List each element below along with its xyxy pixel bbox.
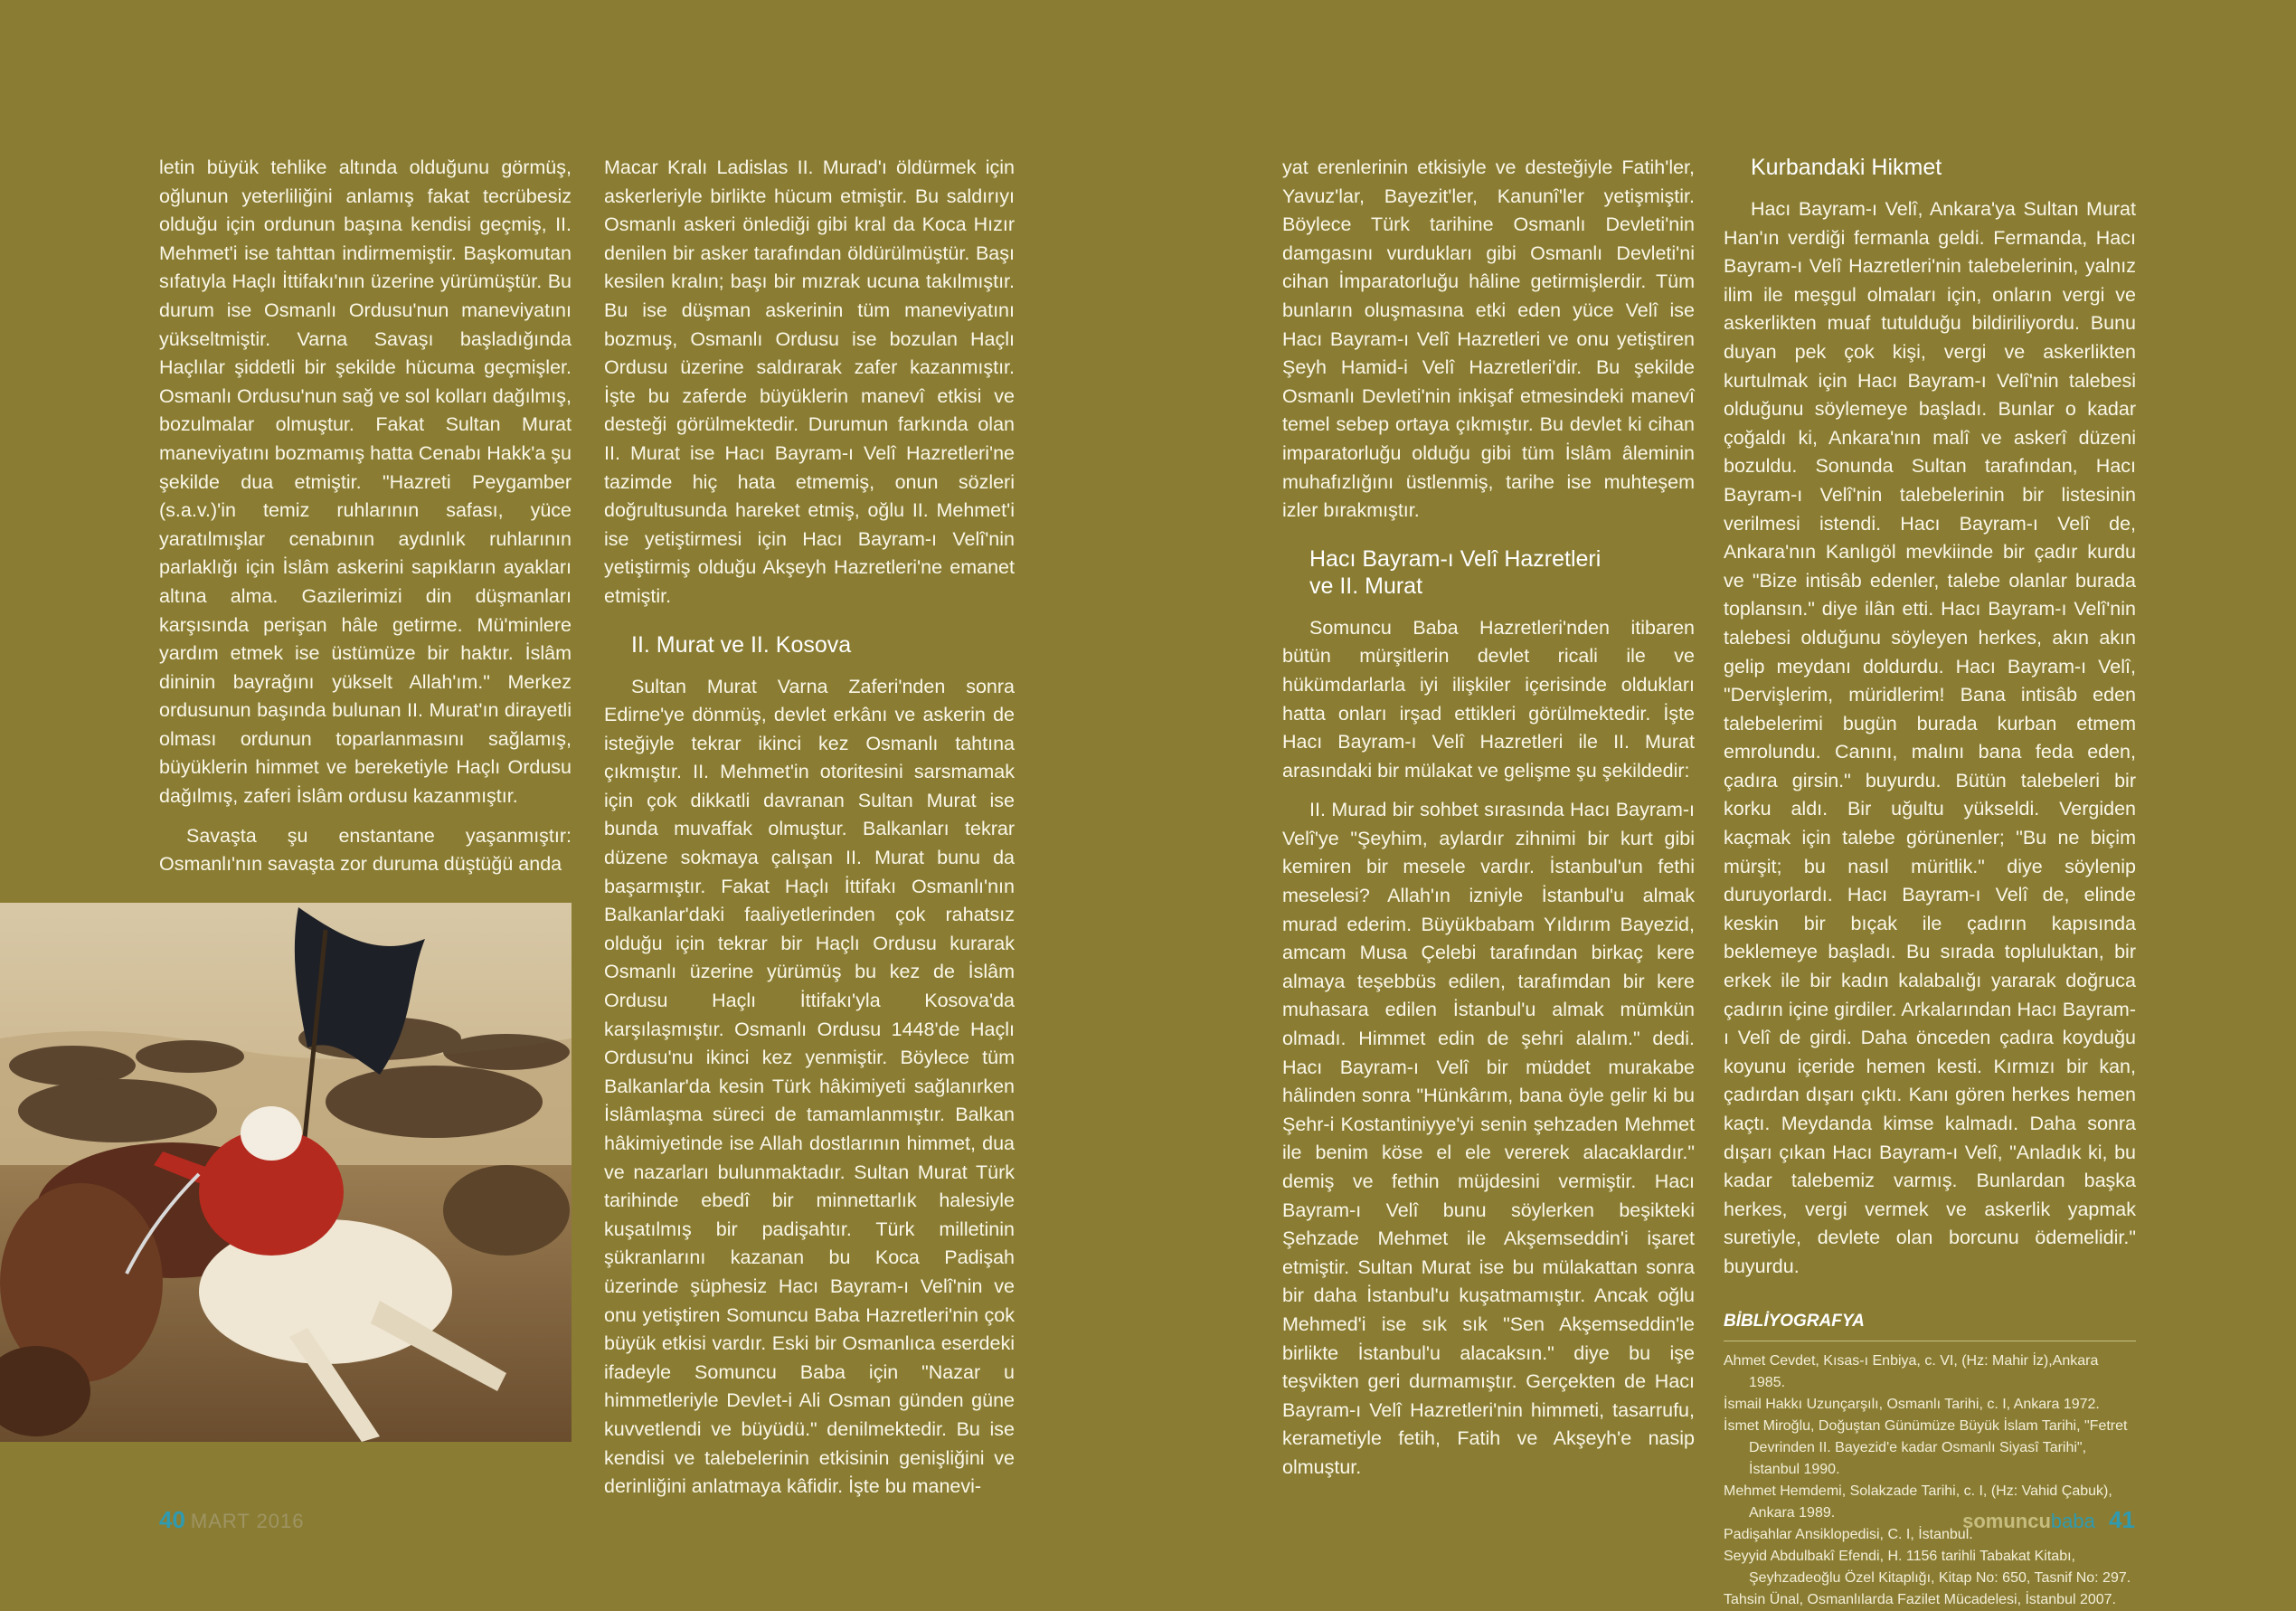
paragraph: yat erenlerinin etkisiyle ve desteğiyle Fatih'ler, Yavuz'lar, Bayezit'ler, Kanunî'ler yetişmiştir. Böylece Türk tarihine Osmanlı Devleti'nin damgasını vurdukları gibi Osmanlı Devleti'ni cihan İmparatorluğu hâline getirmişlerdir. Tüm bunların oluşmasına etki eden yüce Velî ise Hacı Bayram-ı Velî Hazretleri ve onu yetiştiren Şeyh Hamid-i Velî Hazretleri'dir. Bu şekilde Osmanlı Devleti'nin inkişaf etmesindeki manevî temel sebep ortaya çıkmıştır. Bu devlet ki cihan imparatorluğu olduğu gibi tüm İslâm âleminin muhafızlığını üstlenmiş, tarihe ise muhteşem izler bırakmıştır.: [1282, 156, 1695, 522]
section-heading: [1309, 545, 1695, 600]
issue-date: MART 2016: [190, 1510, 305, 1532]
bibliography-item: Ahmet Cevdet, Kısas-ı Enbiya, c. VI, (Hz: Mahir İz),Ankara 1985.: [1724, 1353, 2099, 1391]
logo-text: baba: [2050, 1510, 2095, 1532]
paragraph: Savaşta şu enstantane yaşanmıştır: Osmanlı'nın savaşta zor duruma düştüğü anda: [159, 824, 572, 876]
column-3: [1282, 154, 1695, 1493]
bibliography-item: İsmet Miroğlu, Doğuştan Günümüze Büyük İslam Tarihi, "Fetret Devrinden II. Bayezid'e kadar Osmanlı Siyasî Tarihi", İstanbul 1990.: [1724, 1418, 2128, 1478]
left-folio: [159, 1506, 305, 1534]
bibliography-item: Padişahlar Ansiklopedisi, C. I, İstanbul.: [1724, 1527, 1973, 1543]
column-1: [159, 154, 572, 890]
column-2: [604, 154, 1015, 1512]
section-heading: II. Murat ve II. Kosova: [631, 631, 852, 658]
left-page: [0, 0, 1148, 1603]
bibliography-item: Mehmet Hemdemi, Solakzade Tarihi, c. I, (Hz: Vahid Çabuk), Ankara 1989.: [1724, 1483, 2112, 1521]
bibliography-list: [1724, 1350, 2136, 1611]
paragraph: Macar Kralı Ladislas II. Murad'ı öldürmek için askerleriyle birlikte hücum etmiştir. Bu saldırıyı Osmanlı askeri önlediği gibi kral da Koca Hızır denilen bir asker tarafından öldürülmüştür. Başı kesilen kralın; başı bir mızrak ucuna takılmıştır. Bu ise düşman askerinin tüm maneviyatını bozmuş, Osmanlı Ordusu ise bozulan Haçlı Ordusu üzerine saldırarak zafer kazanmıştır. İşte bu zaferde büyüklerin manevî etkisi ve desteği görülmektedir. Durumun farkında olan II. Murat ise Hacı Bayram-ı Velî Hazretleri'ne tazimde hiç hata etmemiş, onun sözleri doğrultusunda hareket etmiş, oğlu II. Mehmet'i ise yetiştirmesi için Hacı Bayram-ı Velî'nin yetiştirmiş olduğu Akşeyh Hazretleri'ne emanet etmiştir.: [604, 156, 1015, 607]
paragraph: II. Murad bir sohbet sırasında Hacı Bayram-ı Velî'ye "Şeyhim, aylardır zihnimi bir kurt gibi kemiren bir mesele vardır. İstanbul'un fethi meselesi? Allah'ın izniyle İstanbul'u almak murad ederim. Büyükbabam Yıldırım Bayezid, amcam Musa Çelebi tarafından birkaç kere almaya teşebbüs edilen, tarafımdan bir kere muhasara edilen İstanbul'u almak mümkün olmadı. Himmet edin de şehri alalım." dedi. Hacı Bayram-ı Velî bir müddet murakabe hâlinden sonra "Hünkârım, bana öyle gelir ki bu Şehr-i Kostantiniyye'yi senin şehzaden Mehmet ile benim köse el ele vererek alacaklardır." demiş ve fethin müjdesini vermiştir. Hacı Bayram-ı Velî bunu söylerken beşikteki Şehzade Mehmet ile Akşemseddin'i işaret etmiştir. Sultan Murat ise bu mülakattan sonra bir daha İstanbul'u kuşatmamıştır. Ancak oğlu Mehmed'i ise sık sık "Sen Akşemseddin'le birlikte İstanbul'u alacaksın." diye bu işe teşvikten geri durmamıştır. Gerçekten de Hacı Bayram-ı Velî Hazretleri'nin himmeti, tasarrufu, kerametiyle fetih, Fatih ve Akşeyh'e nasip olmuştur.: [1282, 799, 1695, 1478]
section-heading: Kurbandaki Hikmet: [1751, 155, 1942, 180]
paragraph: Sultan Murat Varna Zaferi'nden sonra Edirne'ye dönmüş, devlet erkânı ve askerin de isteğiyle tekrar ikinci kez Osmanlı tahtına çıkmıştır. II. Mehmet'in otoritesini sarsmamak için çok dikkatli davranan Sultan Murat ise bunda muvaffak olmuştur. Balkanları tekrar düzene sokmaya çalışan II. Murat bunu da başarmıştır. Fakat Haçlı İttifakı Osmanlı'nın Balkanlar'daki faaliyetlerinden çok rahatsız olduğu için tekrar bir Haçlı Ordusu kurarak Osmanlı üzerine yürümüş bu kez de İslâm Ordusu Haçlı İttifakı'yla Kosova'da karşılaşmıştır. Osmanlı Ordusu 1448'de Haçlı Ordusu'nu ikinci kez yenmiştir. Böylece tüm Balkanlar'da kesin Türk hâkimiyeti sağlanırken İslâmlaşma süreci de tamamlanmıştır. Balkan hâkimiyetinde ise Allah dostlarının himmet, dua ve nazarları bulunmaktadır. Sultan Murat Türk tarihinde ebedî bir minnettarlık halesiyle kuşatılmış bir padişahtır. Türk milletinin şükranlarını kazanan bu Koca Padişah üzerinde şüphesiz Hacı Bayram-ı Velî'nin ve onu yetiştiren Somuncu Baba Hazretleri'nin çok büyük etkisi vardır. Eski bir Osmanlıca eserdeki ifadeyle Somuncu Baba için "Nazar u himmetleriyle Devlet-i Ali Osman günden güne kuvvetlendi ve büyüdü." denilmektedir. Bu ise kendisi ve talebelerinin etkisinin genişliğini ve derinliğini anlatmaya kâfidir. İşte bu manevi-: [604, 675, 1015, 1498]
bibliography-title: BİBLİYOGRAFYA: [1724, 1307, 2136, 1342]
right-page: [1148, 0, 2296, 1608]
magazine-logo: [1962, 1510, 2095, 1532]
paragraph: Somuncu Baba Hazretleri'nden itibaren bütün mürşitlerin devlet ricali ile ve hükümdarlarla iyi ilişkiler içerisinde oldukları hatta onları irşad ettikleri görülmektedir. İşte Hacı Bayram-ı Velî Hazretleri ile II. Murat arasındaki bir mülakat ve gelişme şu şekildedir:: [1282, 616, 1695, 782]
logo-text: somuncu: [1962, 1510, 2051, 1532]
bibliography-item: Tahsin Ünal, Osmanlılarda Fazilet Mücadelesi, İstanbul 2007.: [1724, 1592, 2116, 1608]
column-4: [1724, 154, 2136, 1611]
right-folio: [1962, 1506, 2135, 1534]
heading-line: ve II. Murat: [1309, 573, 1423, 599]
bibliography-item: İsmail Hakkı Uzunçarşılı, Osmanlı Tarihi, c. I, Ankara 1972.: [1724, 1397, 2100, 1413]
battle-painting: [0, 903, 572, 1442]
bibliography-item: Seyyid Abdulbakî Efendi, H. 1156 tarihli Tabakat Kitabı, Şeyhzadeoğlu Özel Kitaplığı, Kitap No: 650, Tasnif No: 297.: [1724, 1549, 2131, 1587]
page-number: 40: [159, 1506, 185, 1533]
page-number: 41: [2109, 1506, 2135, 1533]
heading-line: Hacı Bayram-ı Velî Hazretleri: [1309, 545, 1602, 572]
paragraph: Hacı Bayram-ı Velî, Ankara'ya Sultan Murat Han'ın verdiği fermanla geldi. Fermanda, Hacı Bayram-ı Velî Hazretleri'nin talebelerinin, yalnız ilim ile meşgul olmaları için, onların vergi ve askerlikten muaf tutulduğu bildiriliyordu. Bunu duyan pek çok kişi, vergi ve askerlikten kurtulmak için Hacı Bayram-ı Velî'nin talebesi olduğunu söylemeye başladı. Bunlar o kadar çoğaldı ki, Ankara'nın malî ve askerî düzeni bozuldu. Sonunda Sultan tarafından, Hacı Bayram-ı Velî'nin talebelerinin bir listesinin verilmesi istendi. Hacı Bayram-ı Velî de, Ankara'nın Kanlıgöl mevkiinde bir çadır kurdu ve "Bize intisâb edenler, talebe olanlar burada toplansın." diye ilân etti. Hacı Bayram-ı Velî'nin talebesi olduğunu söyleyen herkes, akın akın gelip meydanı doldurdu. Hacı Bayram-ı Velî, "Dervişlerim, müridlerim! Bana intisâb eden talebelerimi bugün burada kurban etmem emrolundu. Canını, malını bana feda eden, çadıra girsin." buyurdu. Bütün talebeleri bir korku aldı. Bir uğultu yükseldi. Vergiden kaçmak için talebe görünenler; "Bu ne biçim mürşit; bu nasıl müritlik." diye söylenip duruyorlardı. Hacı Bayram-ı Velî de, elinde keskin bir bıçak ile çadırın kapısında beklemeye başladı. Bu sırada topluluktan, bir erkek ile bir kadın kalabalığı yararak doğruca çadırın içine girdiler. Arkalarından Hacı Bayram-ı Velî de girdi. Daha önceden çadıra koyduğu koyunu içeride hemen kesti. Kırmızı bir kan, çadırdan dışarı çıktı. Kanı gören herkes hemen kaçtı. Meydanda kimse kalmadı. Daha sonra dışarı çıkan Hacı Bayram-ı Velî, "Anladık ki, bu kadar talebemiz varmış. Bunlardan başka herkes, vergi vermek ve askerlik yapmak suretiyle, devlete olan borcunu ödemelidir." buyurdu.: [1724, 198, 2136, 1277]
paragraph: letin büyük tehlike altında olduğunu görmüş, oğlunun yeterliliğini anlamış fakat tecrübesiz olduğu için ordunun başına kendisi geçmiş, II. Mehmet'i ise tahttan indirmemiştir. Başkomutan sıfatıyla Haçlı İttifakı'nın üzerine yürümüştür. Bu durum ise Osmanlı Ordusu'nun maneviyatını yükseltmiştir. Varna Savaşı başladığında Haçlılar şiddetli bir şekilde hücuma geçmişler. Osmanlı Ordusu'nun sağ ve sol kolları dağılmış, bozulmalar olmuştur. Fakat Sultan Murat maneviyatını bozmamış hatta Cenabı Hakk'a şu şekilde dua etmiştir. "Hazreti Peygamber (s.a.v.)'in temiz ruhlarının safası, yüce yaratılmışlar cenabının aydınlık ruhlarının parlaklığı için İslâm askerini sapıkların ayakları altına alma. Gazilerimizi din düşmanları karşısında perişan hâle getirme. Mü'minlere yardım etmek ise üstümüze bir haktır. İslâm dininin bayrağını yükselt Allah'ım." Merkez ordusunun başında bulunan II. Murat'ın dirayetli olması ordunun toparlanmasını sağlamış, büyüklerin himmet ve bereketiyle Haçlı Ordusu dağılmış, zaferi İslâm ordusu kazanmıştır.: [159, 156, 572, 808]
